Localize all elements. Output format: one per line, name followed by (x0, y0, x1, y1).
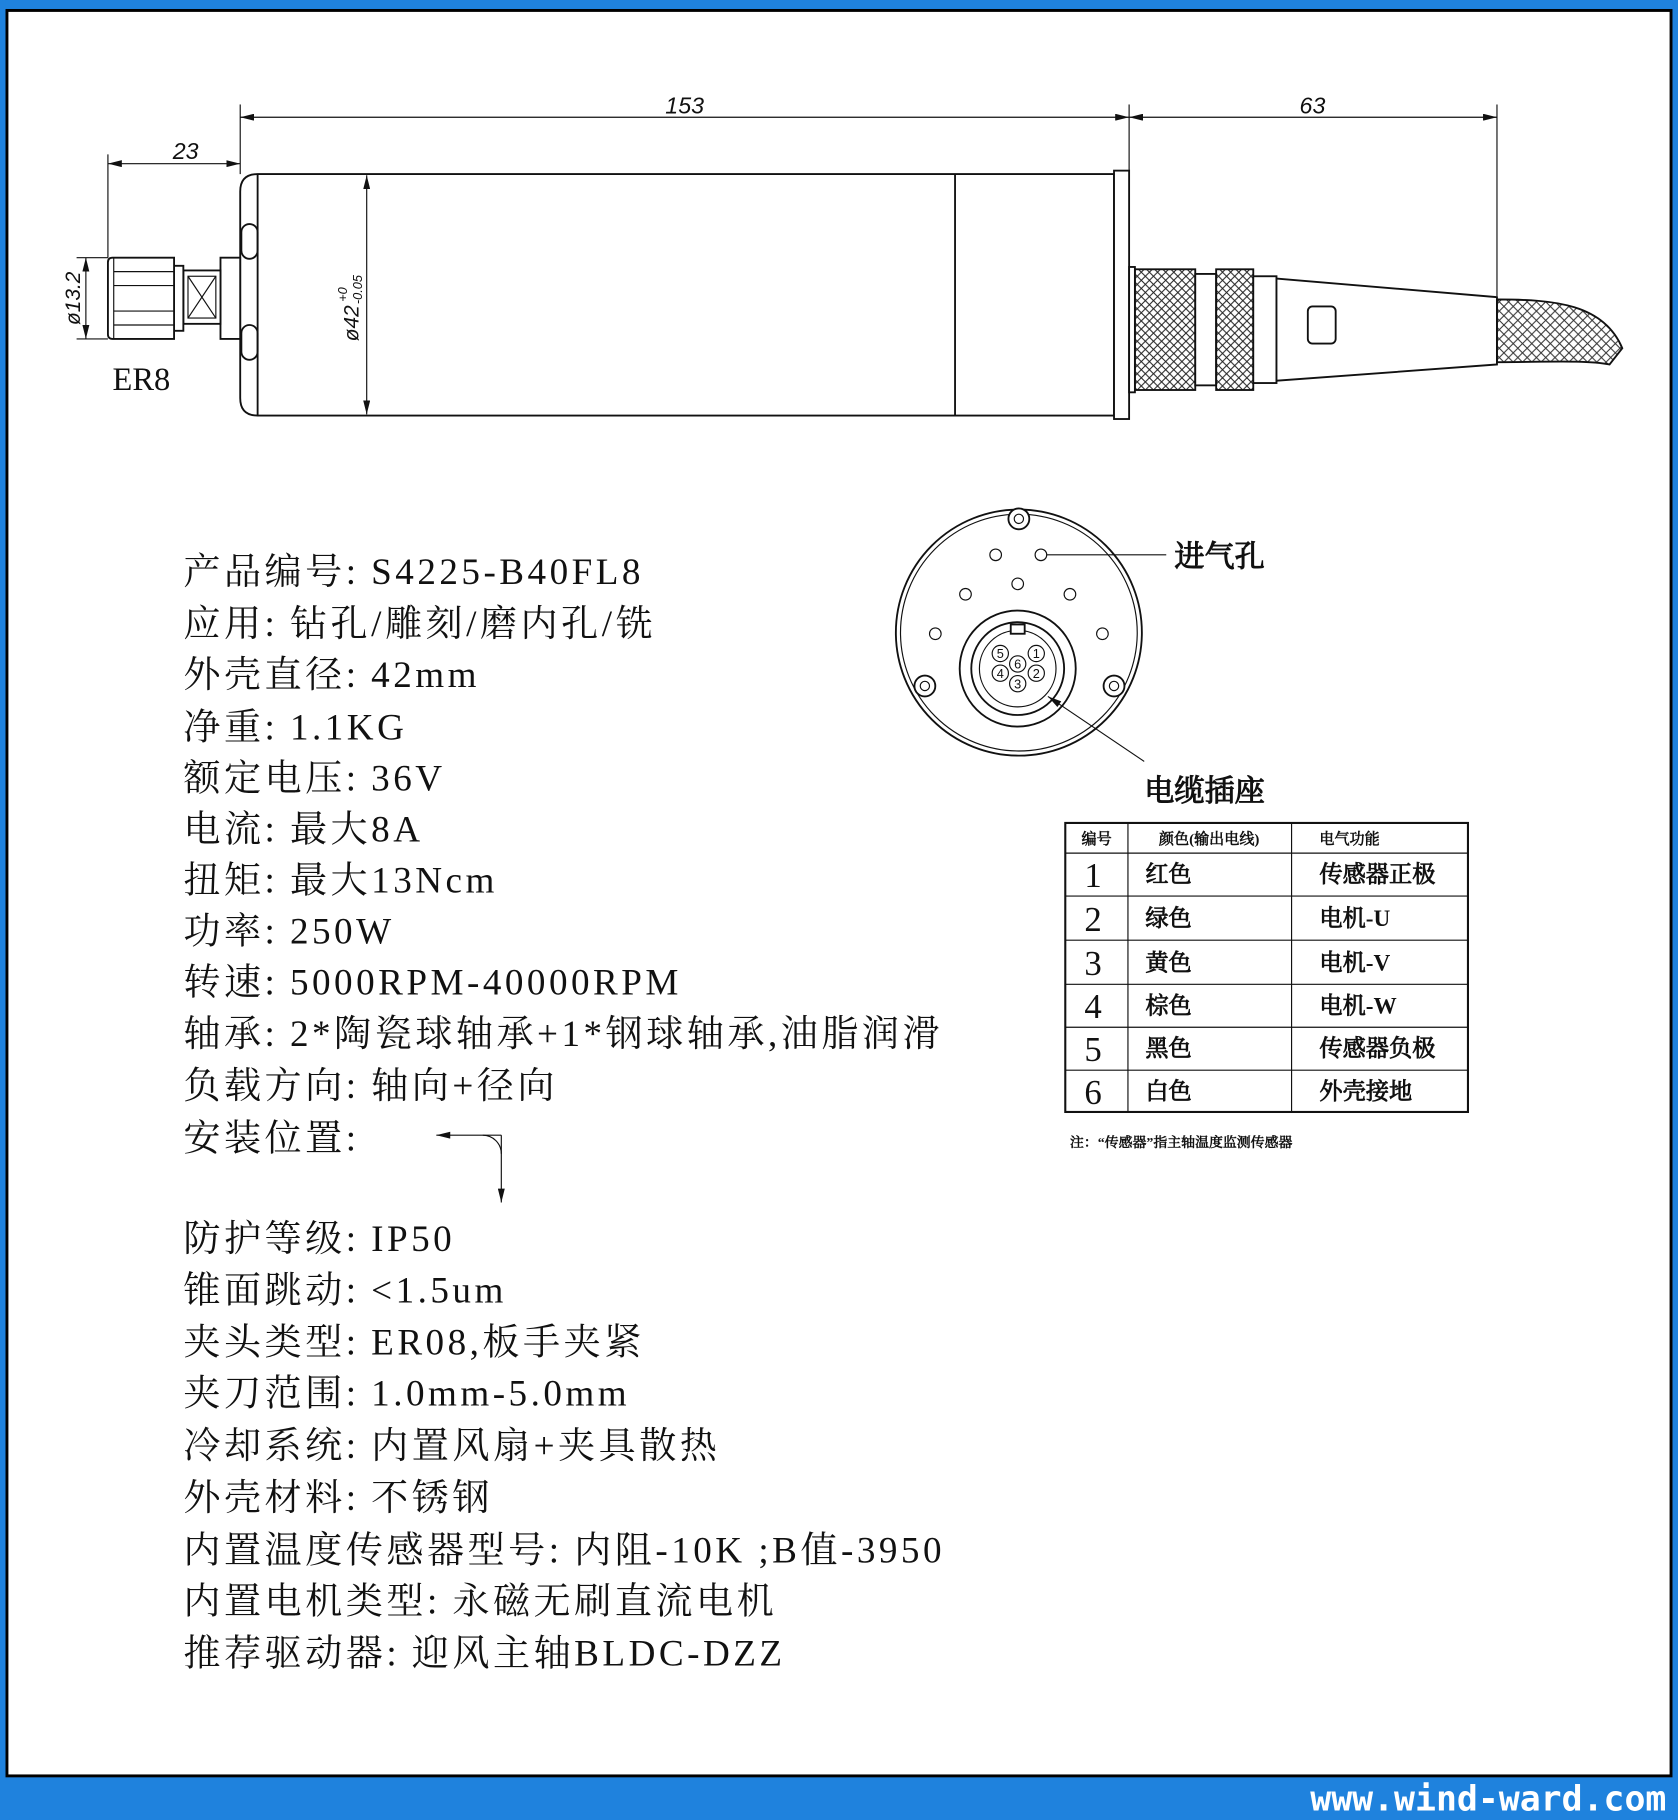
spec-label: 应用: (183, 604, 279, 646)
spec-row (183, 707, 407, 748)
wire-function: 电机-U (1319, 906, 1391, 933)
spec-value: 永磁无刷直流电机 (452, 1581, 778, 1623)
wire-function: 电机-V (1319, 950, 1391, 977)
spec-row (183, 1322, 644, 1364)
spec-row (183, 809, 423, 851)
spec-row (183, 1425, 720, 1467)
dimension-value: 153 (665, 92, 705, 119)
spec-value: 1.1KG (289, 707, 408, 749)
frame-top-band (0, 0, 1678, 9)
spec-row (183, 911, 394, 953)
dimension-value: ø42 (340, 305, 364, 342)
mounting-screw (1104, 676, 1125, 697)
spec-value: 250W (289, 911, 395, 953)
knurled-ring (1216, 269, 1253, 390)
spec-label: 额定电压: (183, 758, 360, 800)
svg-text:1: 1 (1032, 646, 1040, 662)
spec-label: 外壳材料: (183, 1478, 360, 1520)
connector-spacer (1195, 274, 1216, 385)
svg-text:5: 5 (996, 646, 1004, 662)
dimension-value: 23 (172, 138, 199, 165)
spec-value: 42mm (371, 655, 480, 697)
nut-outline (108, 258, 174, 339)
spec-value: 内阻-10K ;B值-3950 (574, 1530, 946, 1572)
mounting-label: 安装位置: (183, 1118, 360, 1160)
spec-label: 转速: (183, 962, 279, 1004)
collet-label: ER8 (112, 361, 171, 399)
dimension-value: ø13.2 (62, 271, 86, 326)
spec-row (183, 551, 644, 593)
wire-number: 5 (1084, 1029, 1102, 1069)
connector-collar (1253, 276, 1276, 383)
svg-text:3: 3 (1014, 676, 1022, 692)
spec-value: 钻孔/雕刻/磨内孔/铣 (289, 604, 657, 646)
svg-text:6: 6 (1014, 656, 1022, 672)
strain-relief-cone (1276, 279, 1496, 381)
tolerance-upper: +0 (334, 287, 350, 302)
rear-flange (1114, 171, 1129, 419)
spec-row (183, 1477, 493, 1519)
wire-color: 黑色 (1145, 1036, 1192, 1063)
spec-label: 内置电机类型: (183, 1581, 441, 1623)
wire-number: 1 (1084, 855, 1102, 895)
spec-value: 不锈钢 (371, 1478, 493, 1520)
wire-function: 电机-W (1319, 993, 1397, 1020)
table-header-function: 电气功能 (1319, 831, 1380, 848)
spec-label: 防护等级: (183, 1219, 360, 1261)
spec-value: S4225-B40FL8 (371, 551, 644, 593)
tolerance-lower: -0.05 (350, 275, 366, 305)
table-header-color: 颜色(输出电线) (1158, 831, 1260, 848)
wire-color: 红色 (1145, 862, 1192, 889)
mounting-screw (1008, 508, 1029, 529)
frame-right-band (1672, 0, 1678, 1820)
spec-label: 扭矩: (183, 860, 279, 902)
spec-label: 夹刀范围: (183, 1373, 360, 1415)
socket-key-notch (1011, 624, 1025, 633)
spec-row (183, 757, 445, 799)
spec-row (183, 860, 498, 902)
spec-row (183, 654, 480, 696)
spec-row (183, 1374, 630, 1415)
wire-number: 4 (1084, 986, 1102, 1026)
spec-value: <1.5um (371, 1270, 507, 1312)
wire-color: 棕色 (1145, 993, 1192, 1020)
table-note: 注：“传感器”指主轴温度监测传感器 (1069, 1135, 1293, 1151)
wire-function: 外壳接地 (1319, 1079, 1413, 1106)
spec-value: 内置风扇+夹具散热 (371, 1425, 721, 1467)
dimension-value: 63 (1299, 92, 1326, 119)
spec-row (183, 1269, 506, 1311)
wire-color: 白色 (1145, 1079, 1192, 1106)
spec-label: 电流: (183, 809, 279, 851)
spec-value: IP50 (371, 1219, 456, 1261)
cable-socket-label: 电缆插座 (1144, 773, 1265, 808)
spec-label: 夹头类型: (183, 1322, 360, 1364)
spec-label: 轴承: (183, 1013, 279, 1055)
spec-row (183, 1218, 455, 1260)
nose-block (220, 258, 240, 339)
mounting-screw (914, 676, 935, 697)
spec-value: 1.0mm-5.0mm (371, 1373, 631, 1415)
wire-function: 传感器负极 (1319, 1036, 1436, 1063)
wire-function: 传感器正极 (1319, 862, 1436, 889)
spec-label: 冷却系统: (183, 1425, 360, 1467)
spec-value: ER08,板手夹紧 (371, 1322, 645, 1364)
collet-neck (174, 266, 183, 331)
spec-row (183, 1633, 785, 1675)
wire-number: 6 (1084, 1072, 1102, 1112)
spec-value: 最大8A (289, 809, 424, 851)
spec-label: 外壳直径: (183, 655, 360, 697)
spec-label: 内置温度传感器型号: (183, 1530, 563, 1572)
svg-text:4: 4 (996, 665, 1004, 681)
spec-row (183, 962, 682, 1004)
spec-label: 产品编号: (183, 551, 360, 593)
knurled-ring (1135, 269, 1195, 390)
website-url: www.wind-ward.com (1310, 1779, 1667, 1820)
spec-label: 负载方向: (183, 1066, 360, 1108)
spec-row (183, 1580, 777, 1622)
spec-label: 推荐驱动器: (183, 1633, 401, 1675)
air-inlet-label: 进气孔 (1174, 539, 1265, 574)
spec-value: 迎风主轴BLDC-DZZ (411, 1633, 786, 1675)
er8-collet-nut (108, 258, 174, 339)
spec-row (183, 603, 656, 645)
spec-value: 轴向+径向 (371, 1066, 559, 1108)
wire-color: 黄色 (1145, 950, 1192, 977)
spec-value: 36V (371, 758, 446, 800)
table-header-no: 编号 (1081, 831, 1112, 848)
spec-value: 最大13Ncm (289, 860, 498, 902)
wire-number: 2 (1084, 899, 1102, 939)
spec-value: 2*陶瓷球轴承+1*钢球轴承,油脂润滑 (289, 1013, 944, 1055)
spec-value: 5000RPM-40000RPM (289, 962, 682, 1004)
spec-row (183, 1013, 943, 1055)
svg-text:2: 2 (1032, 665, 1040, 681)
wire-color: 绿色 (1145, 906, 1192, 933)
spec-row (183, 1065, 558, 1107)
wire-number: 3 (1084, 943, 1102, 984)
spec-label: 锥面跳动: (183, 1270, 360, 1312)
frame-left-band (0, 0, 6, 1820)
spec-label: 净重: (183, 707, 279, 749)
spec-label: 功率: (183, 911, 279, 953)
